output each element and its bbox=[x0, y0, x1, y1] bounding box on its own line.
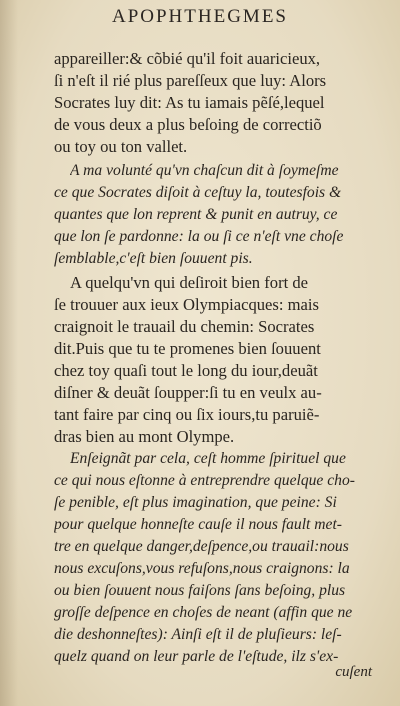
running-head: APOPHTHEGMES bbox=[111, 6, 289, 27]
italic-line-13: groſſe deſpence en choſes de neant (affin que ne bbox=[54, 604, 353, 621]
italic-line-5: ſemblable,c'eſt bien ſouuent pis. bbox=[54, 250, 253, 267]
text-line-11: diſner & deuãt ſoupper:ſi tu en veulx au- bbox=[54, 383, 322, 402]
italic-line-2: ce que Socrates diſoit à ceſtuy la, toutesfois & bbox=[54, 184, 342, 201]
text-line-3: Socrates luy dit: As tu iamais pẽſé,lequel bbox=[54, 93, 325, 112]
text-line-9: dit.Puis que tu te promenes bien ſouuent bbox=[54, 339, 321, 358]
italic-line-1: A ma volunté qu'vn chaſcun dit à ſoymeſme bbox=[70, 162, 339, 179]
text-line-8: craignoit le trauail du chemin: Socrates bbox=[54, 317, 315, 336]
italic-line-8: ſe penible, eſt plus imagination, que peine: Si bbox=[54, 494, 337, 511]
italic-line-7: ce qui nous eſtonne à entreprendre quelque cho- bbox=[54, 472, 355, 489]
text-line-13: dras bien au mont Olympe. bbox=[54, 427, 235, 446]
catchword: cuſent bbox=[335, 664, 372, 680]
text-line-12: tant faire par cinq ou ſix iours,tu paruiẽ- bbox=[54, 405, 320, 424]
text-line-5: ou toy ou ton vallet. bbox=[54, 137, 188, 156]
italic-line-9: pour quelque honneſte cauſe il nous fault met- bbox=[54, 516, 342, 533]
italic-line-11: nous excuſons,vous refuſons,nous craignons: la bbox=[54, 560, 350, 577]
text-line-4: de vous deux a plus beſoing de correctiõ bbox=[54, 115, 322, 134]
text-line-10: chez toy quaſi tout le long du iour,deuãt bbox=[54, 361, 318, 380]
text-line-7: ſe trouuer aux ieux Olympiacques: mais bbox=[54, 295, 319, 314]
italic-line-14: die deshonneſtes): Ainſi eſt il de pluſieurs: leſ- bbox=[54, 626, 342, 643]
gutter-shadow bbox=[0, 0, 18, 706]
text-line-6: A quelqu'vn qui deſiroit bien fort de bbox=[70, 273, 309, 292]
italic-line-12: ou bien ſouuent nous faiſons ſans beſoing, plus bbox=[54, 582, 346, 599]
text-line-2: ſi n'eſt il rié plus pareſſeux que luy: Alors bbox=[54, 71, 327, 90]
italic-line-10: tre en quelque danger,deſpence,ou trauail:nous bbox=[54, 538, 349, 555]
italic-line-3: quantes que lon reprent & punit en autruy, ce bbox=[54, 206, 338, 223]
italic-line-15: quelz quand on leur parle de l'eſtude, ilz s'ex- bbox=[54, 648, 339, 665]
text-line-1: appareiller:& cõbié qu'il foit auaricieux, bbox=[54, 49, 321, 68]
italic-line-4: que lon ſe pardonne: la ou ſi ce n'eſt vne choſe bbox=[54, 228, 344, 245]
italic-line-6: Enſeignãt par cela, ceſt homme ſpirituel que bbox=[70, 450, 346, 467]
